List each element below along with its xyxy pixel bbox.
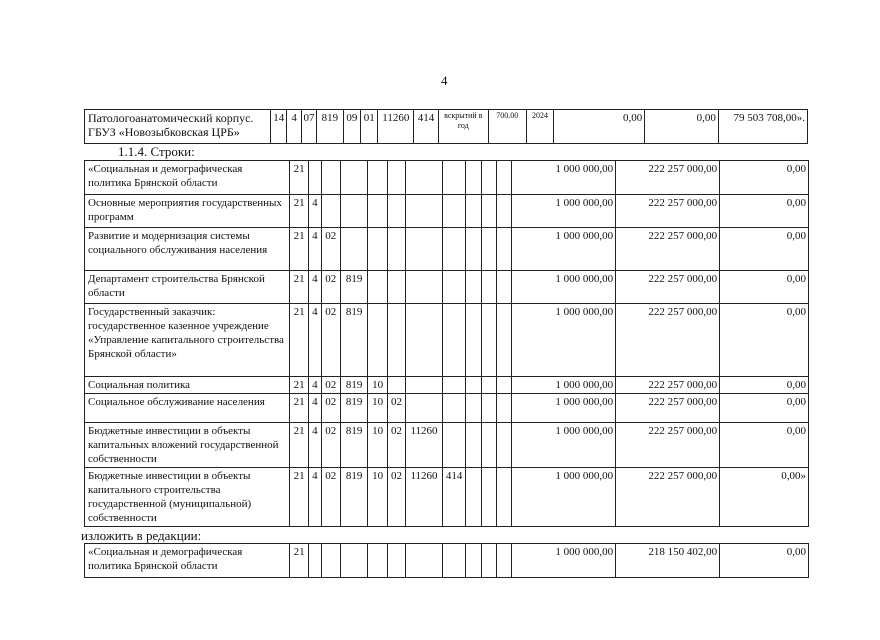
amount-cell: 1 000 000,00	[512, 377, 616, 394]
amount-cell: 1 000 000,00	[512, 423, 616, 468]
code-cell: 02	[321, 304, 340, 377]
code-cell: 10	[368, 394, 387, 423]
code-cell: 4	[309, 228, 321, 271]
code-cell: 4	[309, 304, 321, 377]
amount-cell: 1 000 000,00	[512, 544, 616, 578]
amount-cell: 0,00	[720, 304, 809, 377]
amount-cell: 218 150 402,00	[616, 544, 720, 578]
code-cell: 10	[368, 377, 387, 394]
empty-cell	[466, 304, 481, 377]
amount-cell: 222 257 000,00	[616, 423, 720, 468]
amount-cell: 0,00	[554, 110, 645, 144]
code-cell: 09	[343, 110, 360, 144]
row-name: Социальная политика	[85, 377, 290, 394]
table-row	[85, 110, 808, 144]
table-row	[85, 544, 809, 578]
code-cell	[368, 271, 387, 304]
code-cell	[368, 195, 387, 228]
code-cell: 21	[289, 423, 308, 468]
code-cell: 02	[387, 468, 405, 527]
code-cell: 414	[442, 468, 465, 527]
code-cell	[387, 377, 405, 394]
empty-cell	[466, 271, 481, 304]
top-row-table	[84, 109, 808, 144]
code-cell	[309, 544, 321, 578]
empty-cell	[496, 228, 511, 271]
code-cell: 21	[289, 271, 308, 304]
table-row	[85, 394, 809, 423]
code-cell	[340, 544, 368, 578]
code-cell: 819	[340, 423, 368, 468]
empty-cell	[466, 161, 481, 195]
amount-cell: 222 257 000,00	[616, 377, 720, 394]
unit-cell: вскрытий в год	[438, 110, 488, 144]
amount-cell: 0,00	[645, 110, 719, 144]
code-cell: 4	[309, 423, 321, 468]
row-name: «Социальная и демографическая политика Брянской области	[85, 161, 290, 195]
budget-table-new	[84, 543, 809, 578]
amount-cell: 222 257 000,00	[616, 394, 720, 423]
code-cell	[406, 377, 443, 394]
code-cell	[442, 423, 465, 468]
code-cell: 21	[289, 195, 308, 228]
code-cell	[406, 228, 443, 271]
code-cell: 819	[340, 377, 368, 394]
amount-cell: 1 000 000,00	[512, 228, 616, 271]
empty-cell	[466, 228, 481, 271]
table-row	[85, 423, 809, 468]
amount-cell: 1 000 000,00	[512, 394, 616, 423]
code-cell: 4	[309, 377, 321, 394]
table-row	[85, 304, 809, 377]
code-cell: 21	[289, 394, 308, 423]
amount-cell: 222 257 000,00	[616, 304, 720, 377]
code-cell: 11260	[406, 468, 443, 527]
empty-cell	[481, 161, 496, 195]
code-cell	[406, 544, 443, 578]
amount-cell: 222 257 000,00	[616, 228, 720, 271]
code-cell: 21	[289, 161, 308, 195]
amount-cell: 1 000 000,00	[512, 195, 616, 228]
amount-cell: 0,00	[720, 377, 809, 394]
code-cell	[368, 161, 387, 195]
code-cell: 02	[321, 228, 340, 271]
row-name: «Социальная и демографическая политика Брянской области	[85, 544, 290, 578]
empty-cell	[496, 468, 511, 527]
code-cell	[406, 271, 443, 304]
code-cell: 819	[340, 394, 368, 423]
code-cell	[442, 228, 465, 271]
code-cell: 02	[321, 377, 340, 394]
code-cell	[309, 161, 321, 195]
code-cell	[406, 161, 443, 195]
empty-cell	[466, 544, 481, 578]
empty-cell	[466, 423, 481, 468]
code-cell	[321, 161, 340, 195]
amount-cell: 0,00	[720, 423, 809, 468]
code-cell: 14	[271, 110, 287, 144]
empty-cell	[481, 304, 496, 377]
empty-cell	[481, 468, 496, 527]
code-cell: 01	[361, 110, 378, 144]
code-cell	[442, 195, 465, 228]
code-cell	[340, 228, 368, 271]
code-cell: 4	[309, 271, 321, 304]
code-cell: 21	[289, 304, 308, 377]
section-label-edit: изложить в редакции:	[81, 528, 202, 543]
empty-cell	[466, 195, 481, 228]
amount-cell: 1 000 000,00	[512, 468, 616, 527]
code-cell: 11260	[406, 423, 443, 468]
table-row	[85, 271, 809, 304]
code-cell	[387, 544, 405, 578]
amount-cell: 1 000 000,00	[512, 304, 616, 377]
code-cell	[340, 161, 368, 195]
code-cell	[368, 544, 387, 578]
code-cell: 21	[289, 228, 308, 271]
code-cell	[387, 271, 405, 304]
code-cell: 02	[321, 423, 340, 468]
row-name: Патологоанатомический корпус. ГБУЗ «Новозыбковская ЦРБ»	[85, 110, 271, 144]
code-cell: 21	[289, 544, 308, 578]
code-cell	[442, 304, 465, 377]
empty-cell	[481, 544, 496, 578]
code-cell: 02	[387, 394, 405, 423]
row-name: Бюджетные инвестиции в объекты капитальных вложений государственной собственности	[85, 423, 290, 468]
empty-cell	[481, 377, 496, 394]
amount-cell: 0,00»	[720, 468, 809, 527]
row-name: Развитие и модернизация системы социального обслуживания населения	[85, 228, 290, 271]
row-name: Департамент строительства Брянской области	[85, 271, 290, 304]
capacity-cell: 700.00	[488, 110, 526, 144]
amount-cell: 0,00	[720, 195, 809, 228]
code-cell: 4	[309, 195, 321, 228]
empty-cell	[481, 195, 496, 228]
empty-cell	[466, 377, 481, 394]
row-name: Государственный заказчик: государственное казенное учреждение «Управление капитального строительства Брянской области»	[85, 304, 290, 377]
code-cell: 819	[340, 271, 368, 304]
code-cell	[321, 195, 340, 228]
empty-cell	[481, 394, 496, 423]
amount-cell: 222 257 000,00	[616, 468, 720, 527]
code-cell	[442, 271, 465, 304]
empty-cell	[481, 423, 496, 468]
code-cell: 819	[317, 110, 344, 144]
code-cell	[442, 394, 465, 423]
empty-cell	[496, 423, 511, 468]
code-cell: 819	[340, 304, 368, 377]
code-cell	[442, 161, 465, 195]
code-cell: 02	[321, 271, 340, 304]
budget-table	[84, 160, 809, 527]
amount-cell: 1 000 000,00	[512, 271, 616, 304]
amount-cell: 0,00	[720, 228, 809, 271]
amount-cell: 79 503 708,00».	[718, 110, 807, 144]
empty-cell	[496, 161, 511, 195]
code-cell: 4	[309, 468, 321, 527]
empty-cell	[496, 195, 511, 228]
table-row	[85, 228, 809, 271]
page-number: 4	[441, 73, 448, 88]
code-cell	[321, 544, 340, 578]
row-name: Бюджетные инвестиции в объекты капитального строительства государственной (муниципальной) собственности	[85, 468, 290, 527]
code-cell	[387, 195, 405, 228]
empty-cell	[496, 304, 511, 377]
code-cell: 414	[414, 110, 439, 144]
empty-cell	[496, 377, 511, 394]
code-cell: 4	[309, 394, 321, 423]
code-cell	[406, 394, 443, 423]
code-cell	[368, 228, 387, 271]
empty-cell	[481, 228, 496, 271]
table-row	[85, 377, 809, 394]
row-name: Социальное обслуживание населения	[85, 394, 290, 423]
code-cell: 11260	[378, 110, 414, 144]
year-cell: 2024	[526, 110, 554, 144]
amount-cell: 0,00	[720, 394, 809, 423]
empty-cell	[496, 544, 511, 578]
code-cell	[442, 544, 465, 578]
code-cell: 21	[289, 377, 308, 394]
amount-cell: 0,00	[720, 161, 809, 195]
section-label-lines: 1.1.4. Строки:	[118, 144, 195, 159]
amount-cell: 222 257 000,00	[616, 161, 720, 195]
table-row	[85, 468, 809, 527]
row-name: Основные мероприятия государственных программ	[85, 195, 290, 228]
code-cell: 10	[368, 423, 387, 468]
code-cell: 02	[321, 468, 340, 527]
empty-cell	[496, 271, 511, 304]
code-cell	[387, 228, 405, 271]
empty-cell	[496, 394, 511, 423]
amount-cell: 0,00	[720, 271, 809, 304]
code-cell	[340, 195, 368, 228]
code-cell	[442, 377, 465, 394]
empty-cell	[466, 394, 481, 423]
amount-cell: 0,00	[720, 544, 809, 578]
code-cell: 02	[387, 423, 405, 468]
empty-cell	[466, 468, 481, 527]
empty-cell	[481, 271, 496, 304]
code-cell: 10	[368, 468, 387, 527]
code-cell	[387, 161, 405, 195]
code-cell: 4	[287, 110, 301, 144]
code-cell	[368, 304, 387, 377]
code-cell	[406, 195, 443, 228]
code-cell: 02	[321, 394, 340, 423]
table-row	[85, 195, 809, 228]
table-row	[85, 161, 809, 195]
code-cell	[406, 304, 443, 377]
amount-cell: 222 257 000,00	[616, 271, 720, 304]
code-cell	[387, 304, 405, 377]
amount-cell: 1 000 000,00	[512, 161, 616, 195]
amount-cell: 222 257 000,00	[616, 195, 720, 228]
code-cell: 07	[301, 110, 316, 144]
code-cell: 819	[340, 468, 368, 527]
code-cell: 21	[289, 468, 308, 527]
